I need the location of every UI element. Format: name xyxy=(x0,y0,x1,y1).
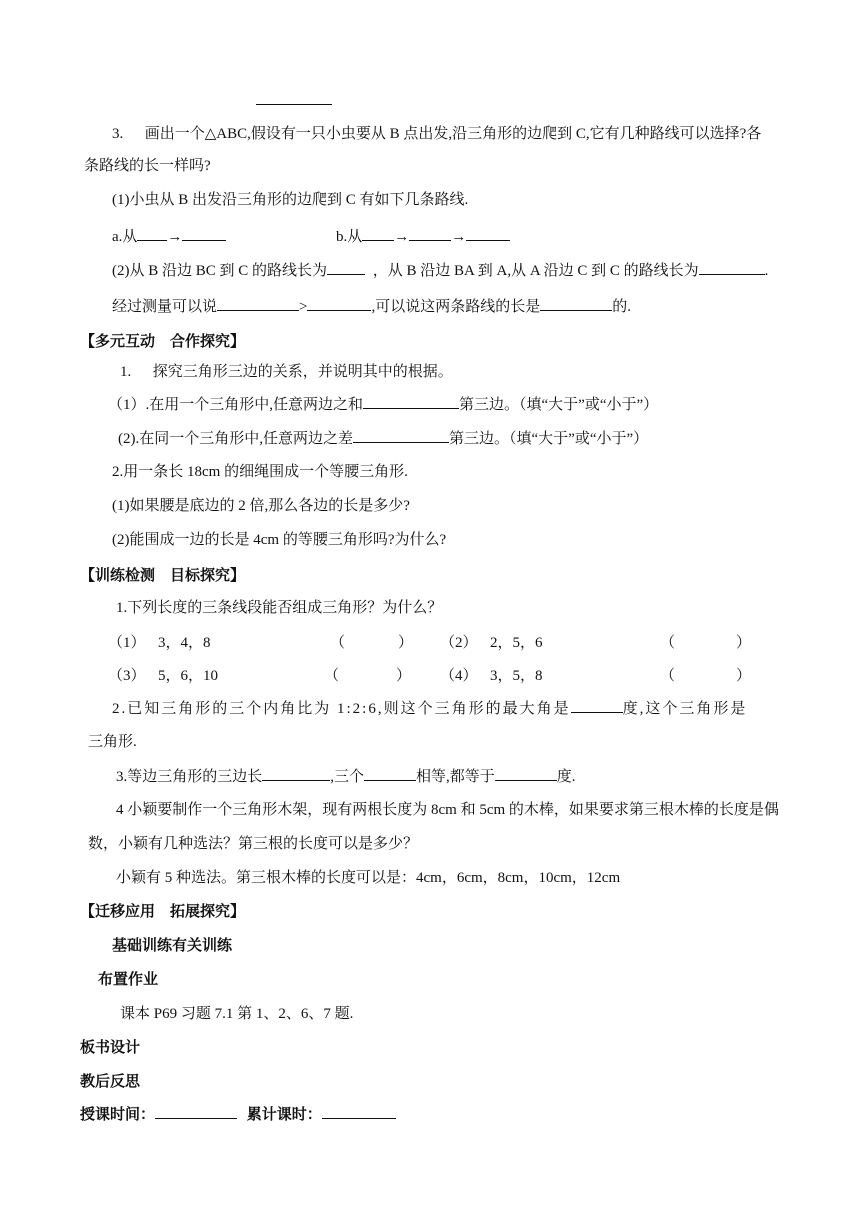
period: . xyxy=(764,263,769,279)
train-q4-answer: 小颖有 5 种选法。第三根木棒的长度可以是：4cm，6cm，8cm，10cm，12cm xyxy=(116,870,621,886)
q3-line1 xyxy=(112,124,761,144)
blank[interactable] xyxy=(364,766,416,781)
board-design: 板书设计 xyxy=(80,1040,141,1056)
heading-train: 【训练检测 目标探究】 xyxy=(80,568,246,584)
route-b-prefix: b.从 xyxy=(336,229,363,245)
heading-apply: 【迁移应用 拓展探究】 xyxy=(80,904,246,920)
interact-sub2 xyxy=(118,428,648,449)
blank[interactable] xyxy=(327,260,365,275)
blank[interactable] xyxy=(307,296,371,311)
q3-text: 画出一个△ABC,假设有一只小虫要从 B 点出发,沿三角形的边爬到 C,它有几种路线可以选择?各 xyxy=(144,126,762,142)
homework-text: 课本 P69 习题 7.1 第 1、2、6、7 题. xyxy=(120,1006,354,1022)
item1-number: 1. xyxy=(120,364,132,380)
arrow: → xyxy=(394,229,410,245)
blank[interactable] xyxy=(217,296,299,311)
train-q3 xyxy=(116,766,576,787)
sub1-text-b: 第三边。（填“大于”或“小于”） xyxy=(459,397,659,413)
interact-sub1 xyxy=(108,394,658,415)
blank[interactable] xyxy=(495,766,557,781)
train-q1: 1.下列长度的三条线段能否组成三角形？为什么？ xyxy=(116,600,443,616)
blank[interactable] xyxy=(571,698,623,713)
sub2-text-b: ，从 B 沿边 BA 到 A,从 A 沿边 C 到 C 的路线长为 xyxy=(372,263,699,279)
blank[interactable] xyxy=(699,260,765,275)
top-blank xyxy=(256,92,332,105)
option-label: （2） xyxy=(440,635,478,651)
option-values: 2，5，6 xyxy=(490,635,543,651)
q3-sub2 xyxy=(112,260,768,281)
gt-sign: > xyxy=(299,299,308,315)
blank[interactable] xyxy=(466,226,510,241)
sub2-text-b: 第三边。（填“大于”或“小于”） xyxy=(449,431,649,447)
blank[interactable] xyxy=(540,296,612,311)
route-a-prefix: a.从 xyxy=(112,229,138,245)
class-time-blank[interactable] xyxy=(155,1104,237,1119)
blank[interactable] xyxy=(363,394,459,409)
q3-number: 3. xyxy=(112,126,124,142)
paren-close: ） xyxy=(736,668,752,684)
q3-route-a xyxy=(112,226,226,247)
apply-basic: 基础训练有关训练 xyxy=(112,938,233,954)
sub1-text-a: （1）.在用一个三角形中,任意两边之和 xyxy=(108,397,364,413)
paren-close: ） xyxy=(396,668,412,684)
arrow: → xyxy=(451,229,467,245)
blank[interactable] xyxy=(262,766,330,781)
measure-text-c: 的. xyxy=(612,299,632,315)
paren-open: （ xyxy=(660,668,676,684)
train-q2-line2: 三角形. xyxy=(88,734,137,750)
blank[interactable] xyxy=(409,226,451,241)
q2-text-a: 2.已知三角形的三个内角比为 1:2:6,则这个三角形的最大角是 xyxy=(112,701,571,717)
paren-open: （ xyxy=(660,635,676,651)
paren-open: （ xyxy=(324,668,340,684)
total-hours-blank[interactable] xyxy=(322,1104,396,1119)
blank[interactable] xyxy=(353,428,449,443)
interact-item2: 2.用一条长 18cm 的细绳围成一个等腰三角形. xyxy=(112,464,408,480)
option-label: （3） xyxy=(108,668,146,684)
option-label: （4） xyxy=(440,668,478,684)
q3-text-c: 相等,都等于 xyxy=(416,769,495,785)
option-label: （1） xyxy=(108,635,146,651)
arrow: → xyxy=(167,229,183,245)
option-values: 3，5，8 xyxy=(490,668,543,684)
q3-measure xyxy=(112,296,631,317)
interact-item2-q1: (1)如果腰是底边的 2 倍,那么各边的长是多少? xyxy=(112,498,410,514)
sub2-text-a: (2).在同一个三角形中,任意两边之差 xyxy=(118,431,353,447)
blank[interactable] xyxy=(182,226,226,241)
q3-text-d: 度. xyxy=(556,769,576,785)
paren-open: （ xyxy=(330,635,346,651)
total-hours-label: 累计课时： xyxy=(246,1107,322,1123)
footer-times xyxy=(80,1104,396,1125)
reflection: 教后反思 xyxy=(80,1074,141,1090)
blank[interactable] xyxy=(137,226,167,241)
q3-text-b: ,三个 xyxy=(330,769,365,785)
option-values: 3，4，8 xyxy=(158,635,211,651)
train-q2 xyxy=(112,698,747,719)
train-q4-line1: 4 小颖要制作一个三角形木架，现有两根长度为 8cm 和 5cm 的木棒，如果要求第三根木棒的长度是偶 xyxy=(116,802,779,818)
q3-text-a: 3.等边三角形的三边长 xyxy=(116,769,263,785)
train-q4-line2: 数，小颖有几种选法？第三根的长度可以是多少？ xyxy=(88,836,419,852)
q3-sub1: (1)小虫从 B 出发沿三角形的边爬到 C 有如下几条路线. xyxy=(112,192,469,208)
item1-text: 探究三角形三边的关系，并说明其中的根据。 xyxy=(152,364,453,380)
blank[interactable] xyxy=(362,226,394,241)
q3-line2: 条路线的长一样吗? xyxy=(84,158,211,174)
measure-text-a: 经过测量可以说 xyxy=(112,299,218,315)
option-values: 5，6，10 xyxy=(158,668,219,684)
interact-item1 xyxy=(120,362,453,382)
paren-close: ） xyxy=(736,635,752,651)
heading-interact: 【多元互动 合作探究】 xyxy=(80,334,246,350)
measure-text-b: ,可以说这两条路线的长是 xyxy=(371,299,541,315)
class-time-label: 授课时间： xyxy=(80,1107,156,1123)
q3-route-b xyxy=(336,226,510,247)
sub2-text-a: (2)从 B 沿边 BC 到 C 的路线长为 xyxy=(112,263,328,279)
homework-title: 布置作业 xyxy=(98,972,159,988)
interact-item2-q2: (2)能围成一边的长是 4cm 的等腰三角形吗?为什么? xyxy=(112,532,447,548)
q2-text-b: 度,这个三角形是 xyxy=(622,701,748,717)
paren-close: ） xyxy=(398,635,414,651)
